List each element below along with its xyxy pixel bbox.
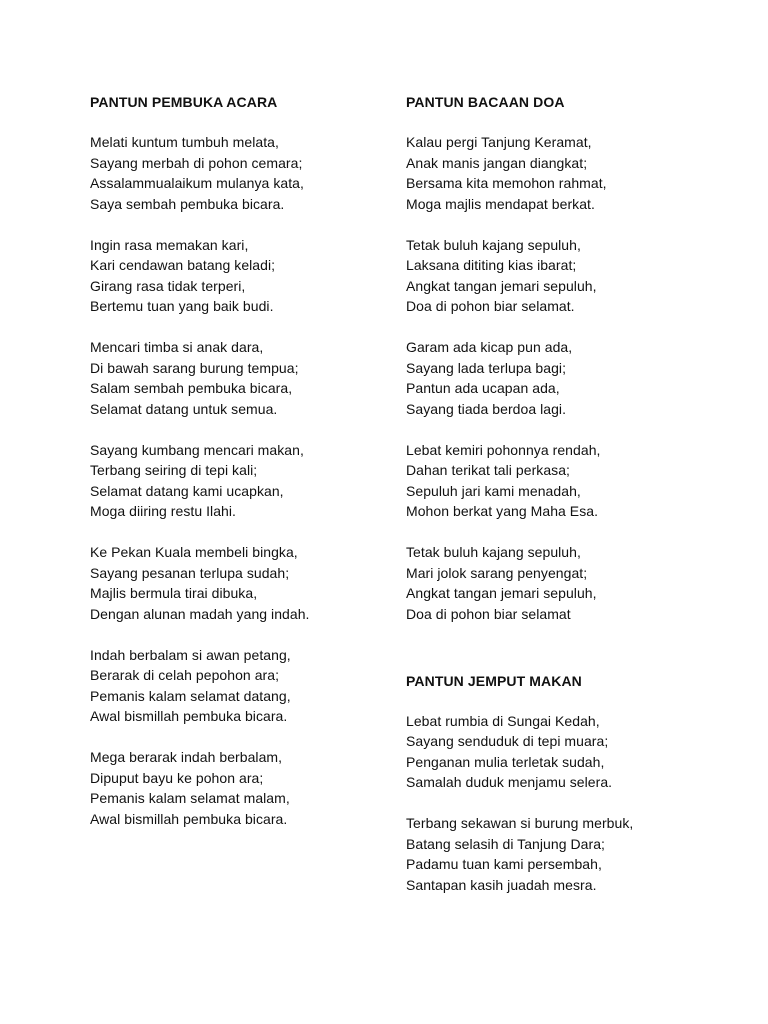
verse-line: Samalah duduk menjamu selera. bbox=[406, 774, 613, 790]
left-column bbox=[90, 92, 390, 850]
verse-line: Sayang merbah di pohon cemara; bbox=[90, 154, 303, 171]
verse-line: Terbang sekawan si burung merbuk, bbox=[406, 815, 634, 831]
stanza bbox=[90, 645, 390, 727]
verse-line: Angkat tangan jemari sepuluh, bbox=[406, 277, 597, 294]
verse-line: Pemanis kalam selamat datang, bbox=[90, 687, 291, 704]
verse-line: Dahan terikat tali perkasa; bbox=[406, 462, 570, 478]
verse-line: Lebat kemiri pohonnya rendah, bbox=[406, 441, 601, 458]
verse-line: Indah berbalam si awan petang, bbox=[90, 646, 291, 663]
verse-line: Mohon berkat yang Maha Esa. bbox=[406, 503, 599, 519]
stanza bbox=[406, 132, 706, 214]
verse-line: Berarak di celah pepohon ara; bbox=[90, 667, 280, 683]
verse-line: Garam ada kicap pun ada, bbox=[406, 339, 573, 355]
verse-line: Majlis bermula tirai dibuka, bbox=[90, 585, 258, 601]
verse-line: Moga diiring restu Ilahi. bbox=[90, 503, 236, 519]
verse-line: Moga majlis mendapat berkat. bbox=[406, 195, 595, 212]
right-column bbox=[406, 92, 706, 916]
verse-line: Anak manis jangan diangkat; bbox=[406, 154, 588, 171]
verse-line: Sayang senduduk di tepi muara; bbox=[406, 733, 609, 749]
stanza bbox=[406, 235, 706, 317]
stanza bbox=[90, 542, 390, 624]
verse-line: Pantun ada ucapan ada, bbox=[406, 380, 560, 396]
verse-line: Dengan alunan madah yang indah. bbox=[90, 605, 310, 622]
stanza bbox=[90, 235, 390, 317]
verse-line: Saya sembah pembuka bicara. bbox=[90, 195, 285, 212]
stanza bbox=[90, 747, 390, 829]
verse-line: Terbang seiring di tepi kali; bbox=[90, 462, 258, 478]
verse-line: Selamat datang kami ucapkan, bbox=[90, 482, 284, 499]
section-pantun-jemput-makan bbox=[406, 671, 706, 896]
verse-line: Padamu tuan kami persembah, bbox=[406, 856, 602, 872]
verse-line: Salam sembah pembuka bicara, bbox=[90, 380, 293, 396]
verse-line: Angkat tangan jemari sepuluh, bbox=[406, 585, 597, 601]
verse-line: Ingin rasa memakan kari, bbox=[90, 236, 249, 253]
verse-line: Sayang lada terlupa bagi; bbox=[406, 359, 567, 376]
section-title: PANTUN JEMPUT MAKAN bbox=[406, 672, 582, 689]
verse-line: Selamat datang untuk semua. bbox=[90, 400, 278, 417]
verse-line: Doa di pohon biar selamat. bbox=[406, 298, 575, 314]
verse-line: Penganan mulia terletak sudah, bbox=[406, 753, 605, 770]
verse-line: Dipuput bayu ke pohon ara; bbox=[90, 769, 264, 786]
verse-line: Mega berarak indah berbalam, bbox=[90, 749, 283, 765]
stanza bbox=[406, 337, 706, 419]
verse-line: Awal bismillah pembuka bicara. bbox=[90, 810, 288, 827]
verse-line: Sepuluh jari kami menadah, bbox=[406, 482, 581, 499]
verse-line: Sayang pesanan terlupa sudah; bbox=[90, 564, 290, 581]
verse-line: Melati kuntum tumbuh melata, bbox=[90, 134, 279, 150]
verse-line: Kalau pergi Tanjung Keramat, bbox=[406, 134, 592, 150]
verse-line: Ke Pekan Kuala membeli bingka, bbox=[90, 544, 298, 560]
verse-line: Awal bismillah pembuka bicara. bbox=[90, 708, 288, 724]
stanza bbox=[406, 542, 706, 624]
verse-line: Bersama kita memohon rahmat, bbox=[406, 175, 607, 191]
verse-line: Girang rasa tidak terperi, bbox=[90, 277, 246, 294]
verse-line: Bertemu tuan yang baik budi. bbox=[90, 298, 274, 314]
verse-line: Tetak buluh kajang sepuluh, bbox=[406, 544, 581, 560]
verse-line: Mari jolok sarang penyengat; bbox=[406, 564, 588, 581]
stanza bbox=[406, 813, 706, 895]
verse-line: Doa di pohon biar selamat bbox=[406, 605, 571, 622]
verse-line: Di bawah sarang burung tempua; bbox=[90, 359, 299, 376]
verse-line: Kari cendawan batang keladi; bbox=[90, 257, 276, 273]
verse-line: Sayang kumbang mencari makan, bbox=[90, 441, 304, 458]
verse-line: Mencari timba si anak dara, bbox=[90, 339, 264, 355]
verse-line: Laksana dititing kias ibarat; bbox=[406, 257, 577, 273]
verse-line: Lebat rumbia di Sungai Kedah, bbox=[406, 712, 600, 729]
verse-line: Assalammualaikum mulanya kata, bbox=[90, 175, 304, 191]
section-pantun-bacaan-doa bbox=[406, 92, 706, 624]
section-pantun-pembuka-acara bbox=[90, 92, 390, 829]
verse-line: Tetak buluh kajang sepuluh, bbox=[406, 236, 581, 253]
stanza bbox=[406, 440, 706, 522]
stanza bbox=[90, 440, 390, 522]
section-title: PANTUN PEMBUKA ACARA bbox=[90, 94, 278, 110]
stanza bbox=[406, 711, 706, 793]
stanza bbox=[90, 337, 390, 419]
verse-line: Batang selasih di Tanjung Dara; bbox=[406, 835, 605, 852]
verse-line: Santapan kasih juadah mesra. bbox=[406, 876, 597, 893]
verse-line: Sayang tiada berdoa lagi. bbox=[406, 400, 567, 417]
section-title: PANTUN BACAAN DOA bbox=[406, 94, 565, 110]
section-spacer bbox=[406, 645, 706, 671]
verse-line: Pemanis kalam selamat malam, bbox=[90, 790, 290, 806]
stanza bbox=[90, 132, 390, 214]
